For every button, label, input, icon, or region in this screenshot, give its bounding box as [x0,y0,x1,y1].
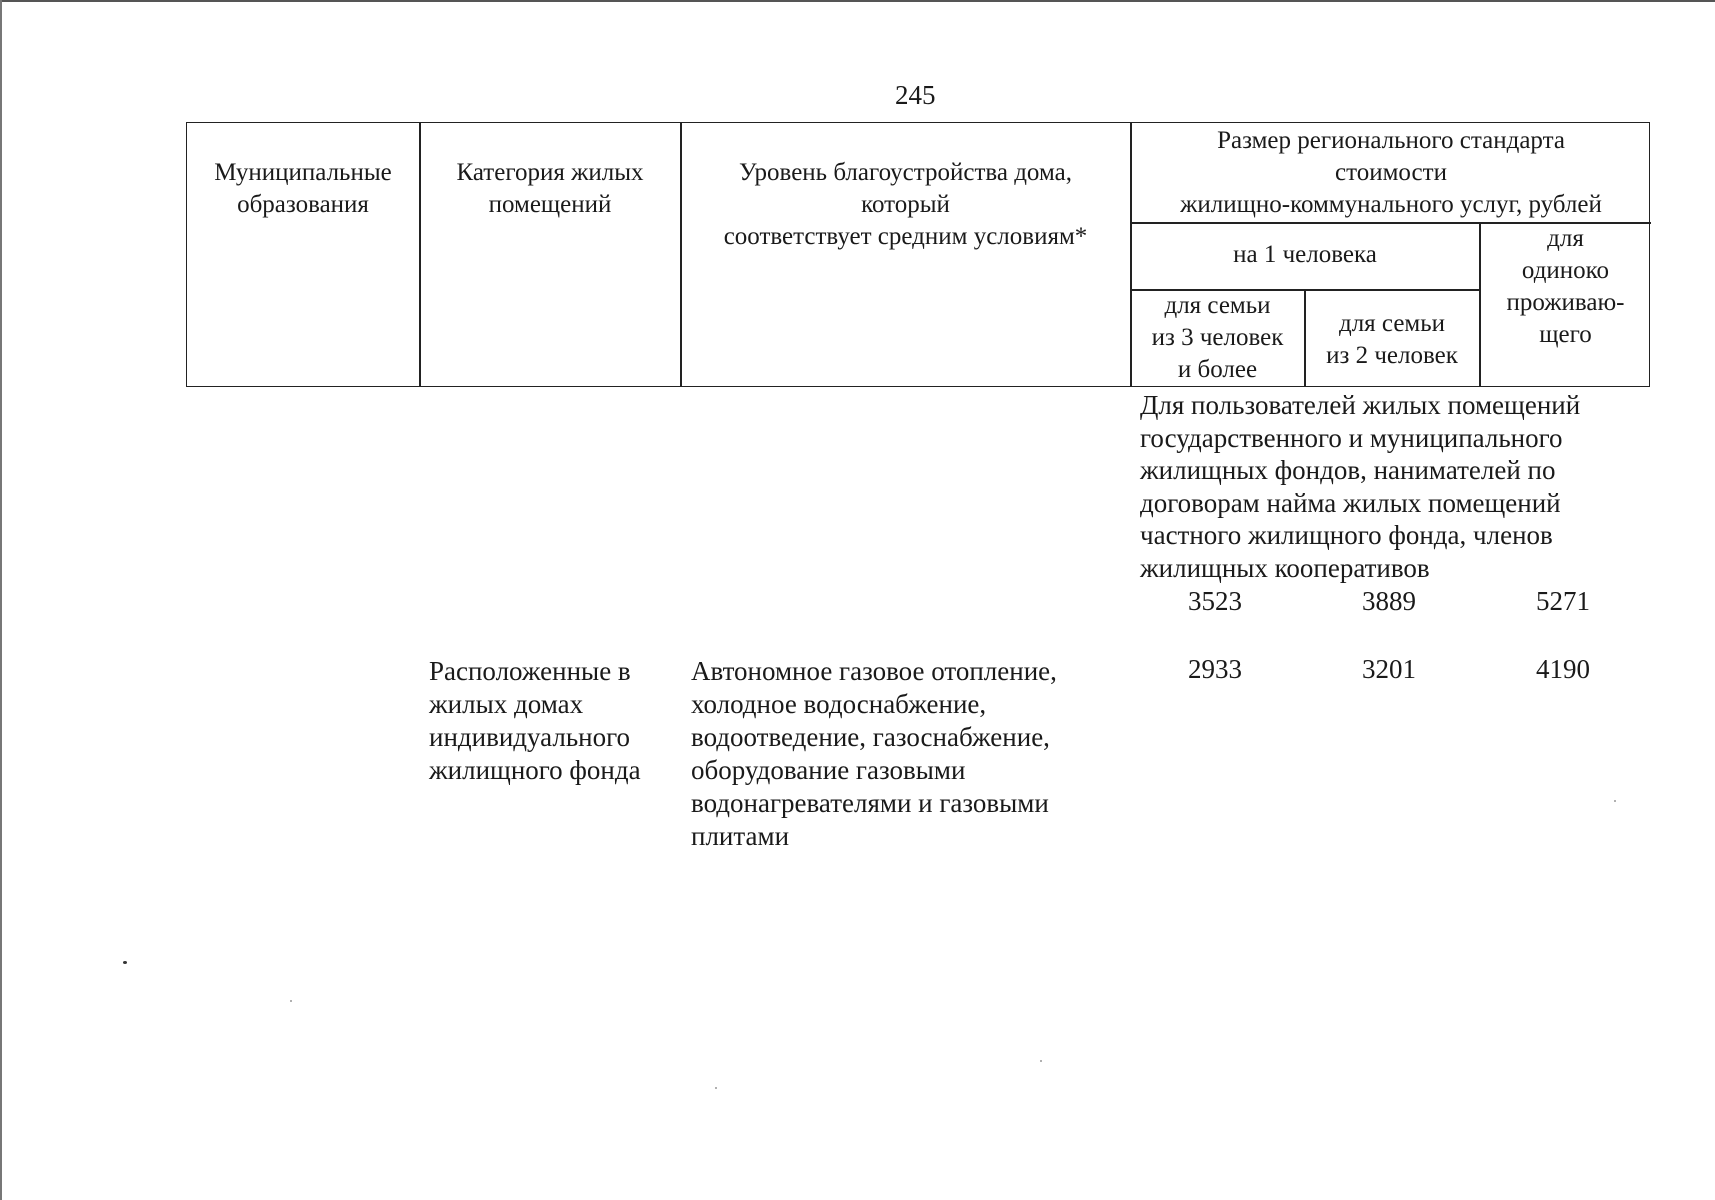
header-family3: для семьи из 3 человек и более [1151,292,1284,383]
page-number: 245 [895,80,936,110]
header-family2: для семьи из 2 человек [1326,310,1458,369]
header-single: для одиноко проживаю- щего [1506,225,1625,348]
header-municipal: Муниципальные образования [214,159,392,218]
table-header [186,122,1650,387]
section-value-family2: 3889 [1362,586,1416,616]
section-note: Для пользователей жилых помещений государственного и муниципального жилищных фондов, нанимателей по договорам найма жилых помещений частного жилищного фонда, членов жилищных кооперативов [1140,390,1581,583]
page-edge-top [0,0,1715,2]
row-category: Расположенные в жилых домах индивидуального жилищного фонда [429,656,641,785]
header-standard: Размер регионального стандарта стоимости жилищно-коммунального услуг, рублей [1180,127,1602,218]
section-value-single: 5271 [1536,586,1590,616]
section-value-family3: 3523 [1188,586,1242,616]
row-value-family2: 3201 [1362,654,1416,684]
header-per-person: на 1 человека [1233,241,1377,268]
scan-speck [715,1087,717,1089]
page-edge-left [0,0,2,1200]
row-comfort: Автономное газовое отопление, холодное водоснабжение, водоотведение, газоснабжение, оборудование газовыми водонагревателями и газовыми плитами [691,656,1057,851]
scan-speck [290,1000,292,1002]
row-value-single: 4190 [1536,654,1590,684]
scan-speck [1040,1060,1042,1062]
scan-speck [1614,800,1616,802]
row-value-family3: 2933 [1188,654,1242,684]
header-comfort: Уровень благоустройства дома, который соответствует средним условиям* [723,159,1088,250]
scan-speck [123,961,127,964]
header-category: Категория жилых помещений [456,159,644,218]
